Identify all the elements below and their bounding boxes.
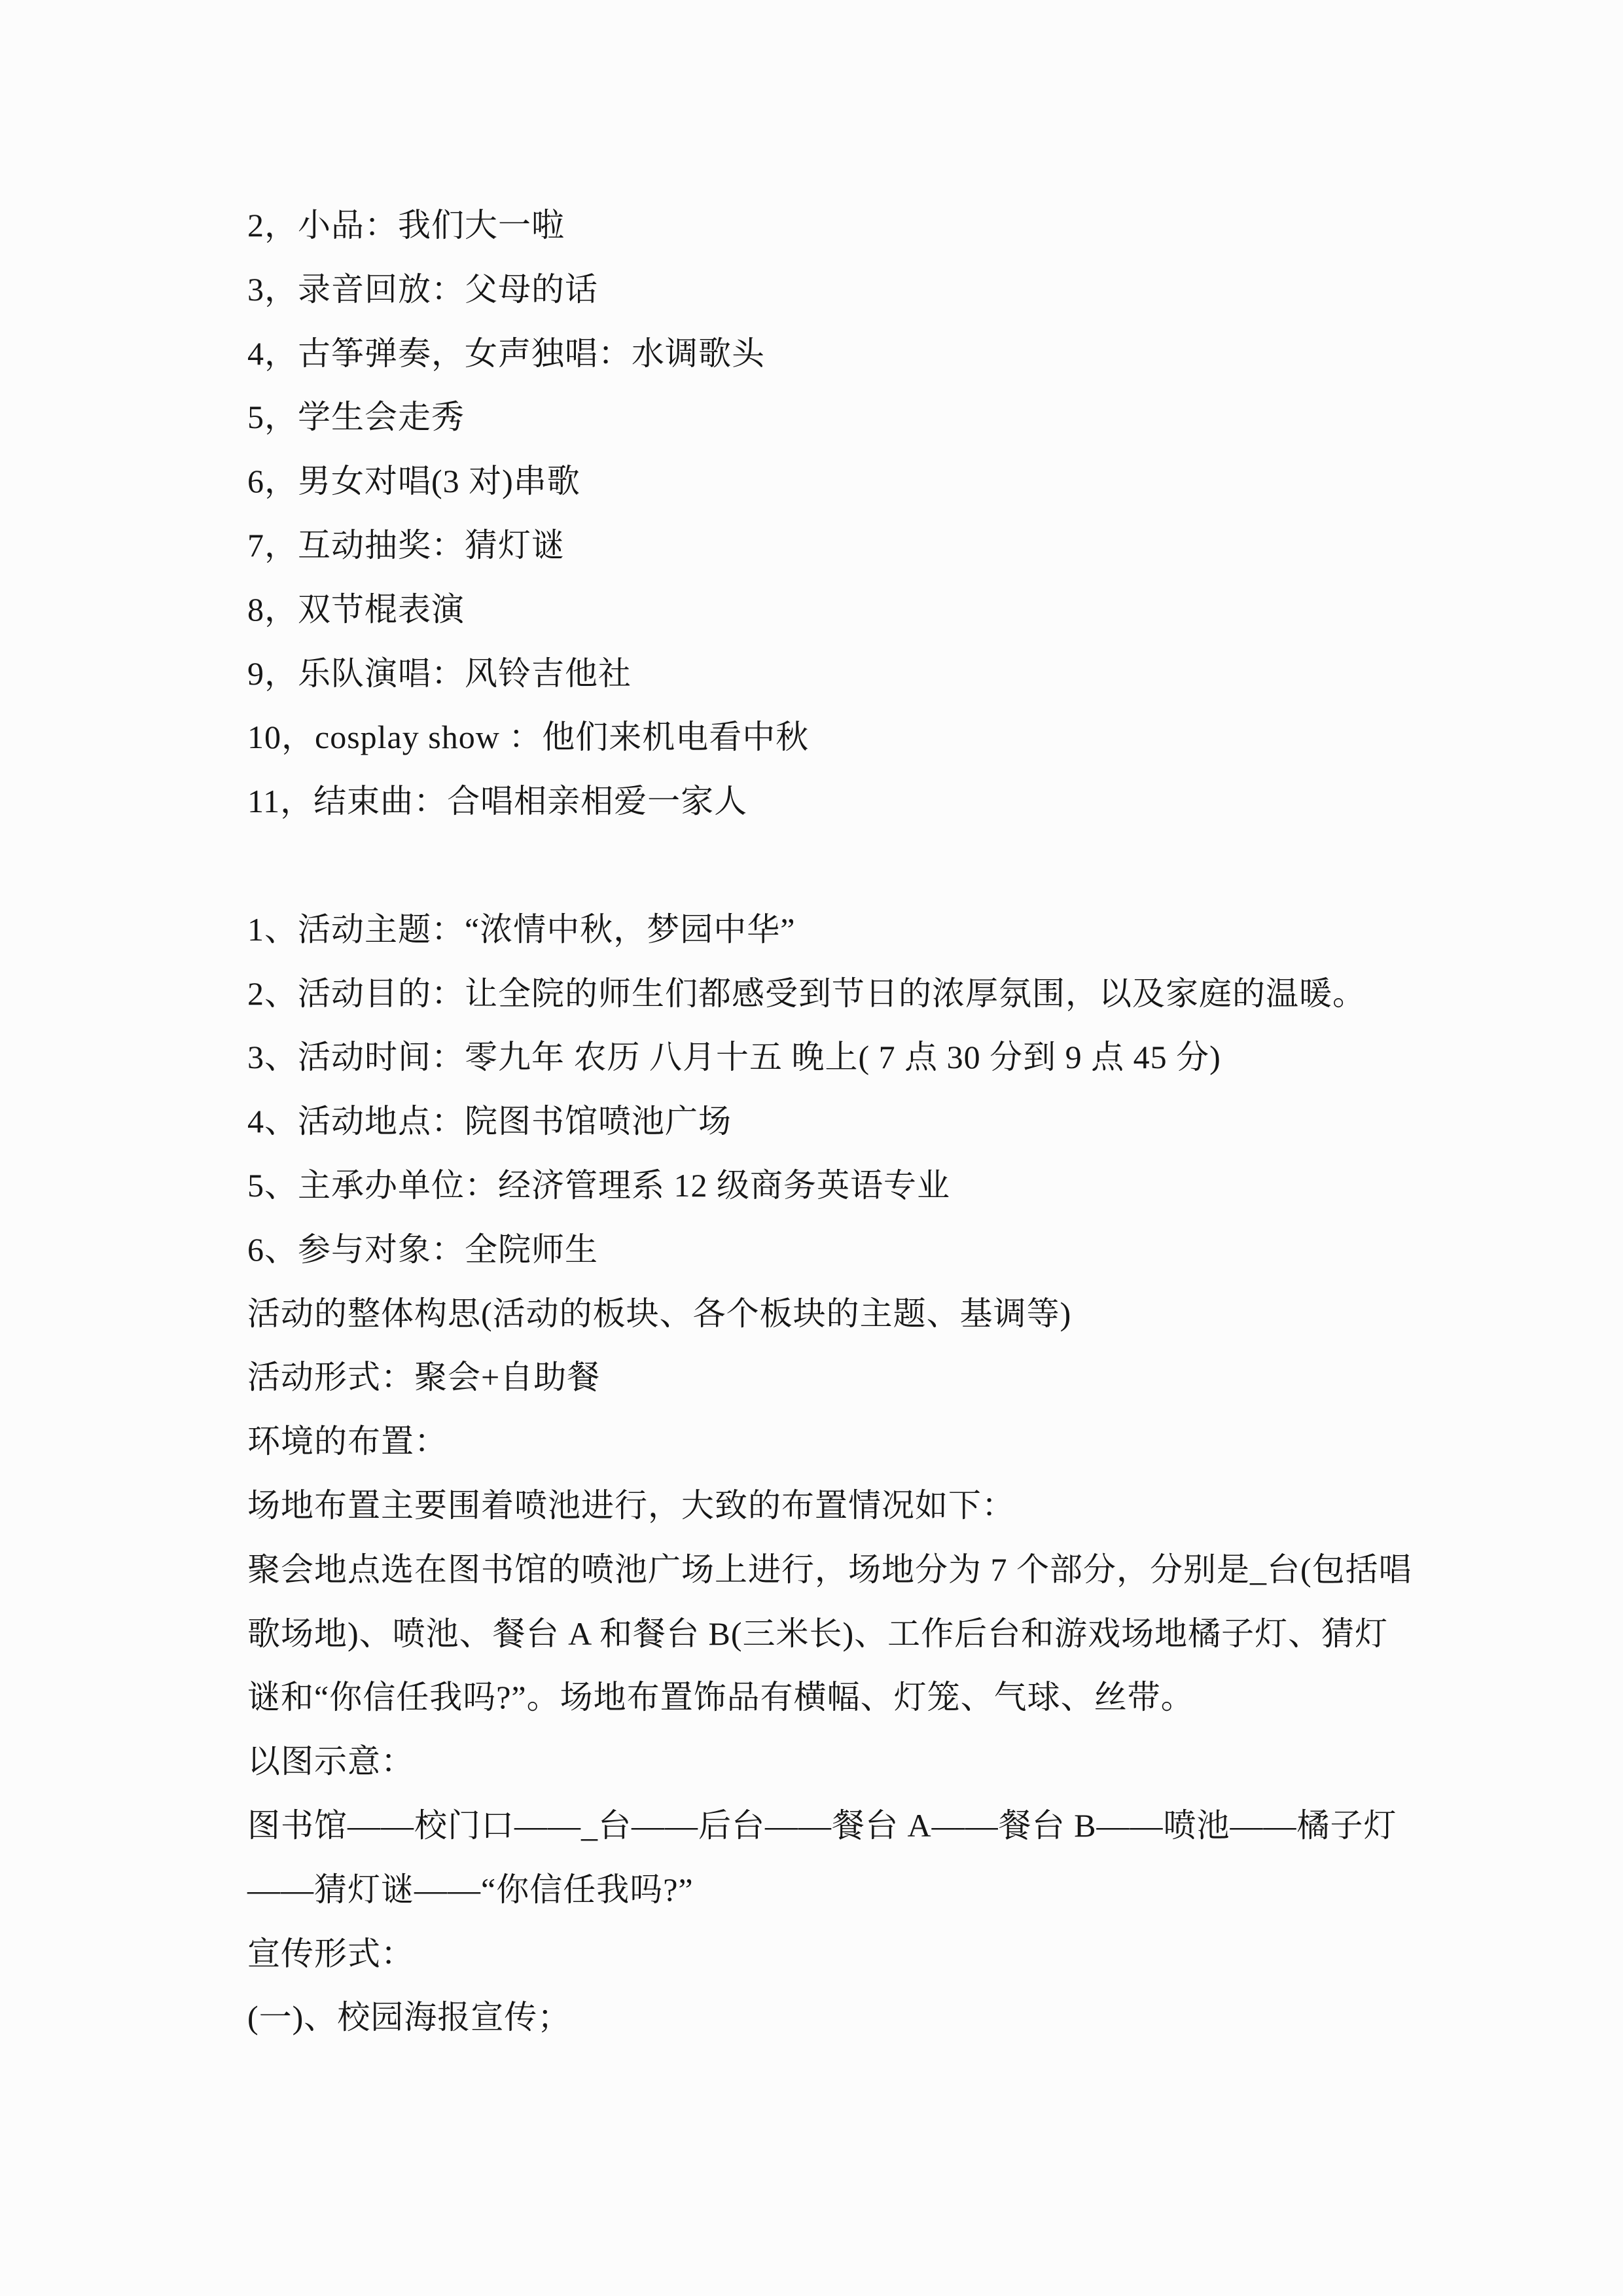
text-line: 3、活动时间：零九年 农历 八月十五 晚上( 7 点 30 分到 9 点 45 分) [247,1039,1221,1076]
text-line: 宣传形式： [247,1935,414,1972]
text-line: 4、活动地点：院图书馆喷池广场 [247,1103,732,1140]
text-line: (一)、校园海报宣传； [247,1999,571,2036]
text-line: 歌场地)、喷池、餐台 A 和餐台 B(三米长)、工作后台和游戏场地橘子灯、猜灯 [247,1615,1389,1652]
text-line: 场地布置主要围着喷池进行，大致的布置情况如下： [247,1486,1015,1524]
text-line: 8，双节棍表演 [247,590,465,628]
text-line: ——猜灯谜——“你信任我吗?” [247,1871,694,1908]
text-line: 10，cosplay show ：他们来机电看中秋 [247,719,810,756]
text-line: 1、活动主题：“浓情中秋，梦园中华” [247,910,796,948]
text-line: 6，男女对唱(3 对)串歌 [247,463,580,500]
text-line: 7，互动抽奖：猜灯谜 [247,526,565,564]
text-line: 活动形式：聚会+自助餐 [247,1359,601,1396]
text-line: 4，古筝弹奏，女声独唱：水调歌头 [247,334,765,372]
text-line: 图书馆——校门口——_台——后台——餐台 A——餐台 B——喷池——橘子灯 [247,1806,1397,1844]
text-line: 活动的整体构思(活动的板块、各个板块的主题、基调等) [247,1295,1072,1332]
text-line: 11，结束曲：合唱相亲相爱一家人 [247,783,748,820]
document-content [247,194,1455,2050]
text-line: 5，学生会走秀 [247,399,465,436]
text-line: 以图示意： [247,1743,414,1780]
text-line: 9，乐队演唱：风铃吉他社 [247,655,632,692]
text-line: 2、活动目的：让全院的师生们都感受到节日的浓厚氛围，以及家庭的温暖。 [247,975,1366,1012]
text-line: 环境的布置： [247,1423,448,1460]
text-line: 2，小品：我们大一啦 [247,207,565,243]
text-line: 3，录音回放：父母的话 [247,270,598,308]
blank-line [247,834,1455,898]
text-line: 6、参与对象：全院师生 [247,1230,598,1268]
text-line: 谜和“你信任我吗?”。场地布置饰品有横幅、灯笼、气球、丝带。 [247,1679,1194,1716]
text-line: 5、主承办单位：经济管理系 12 级商务英语专业 [247,1166,950,1204]
text-line: 聚会地点选在图书馆的喷池广场上进行，场地分为 7 个部分，分别是_台(包括唱 [247,1551,1412,1588]
